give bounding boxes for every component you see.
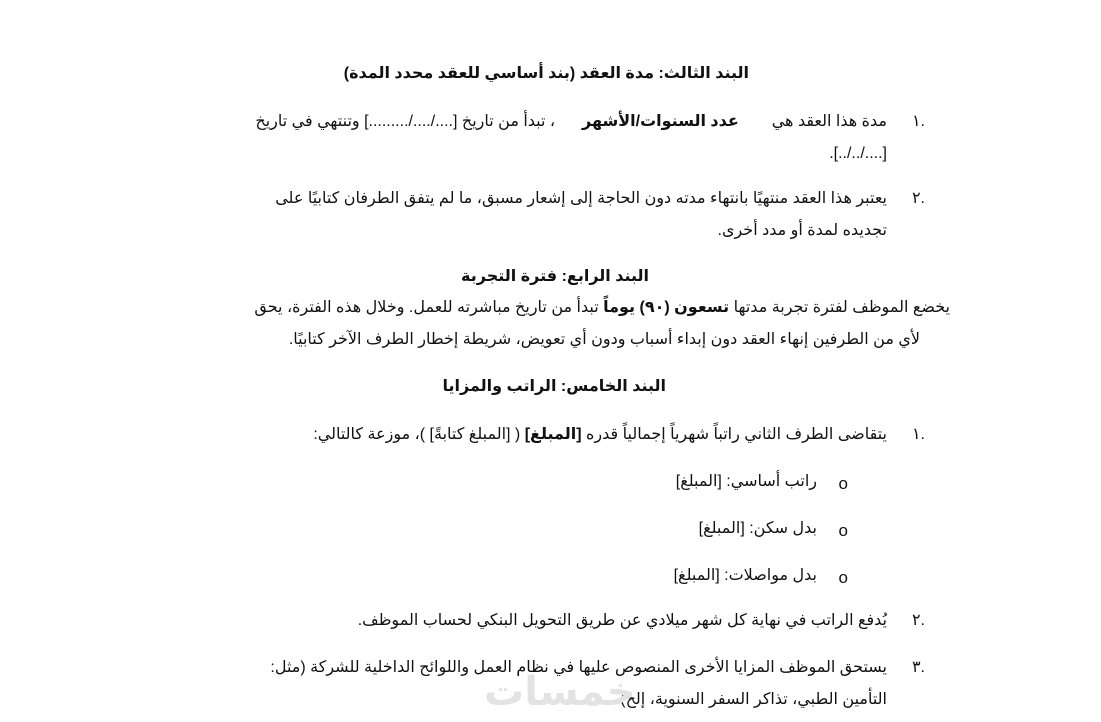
section3-item2-line1: يعتبر هذا العقد منتهيًا بانتهاء مدته دون الحاجة إلى إشعار مسبق، ما لم يتفق الطرفان كتابيًا على (275, 190, 887, 207)
sub-item-basic-salary: راتب أساسي: [المبلغ] (675, 473, 817, 490)
section5-item3-number: .٣ (911, 659, 925, 676)
section3-item1-text-a: مدة هذا العقد هي (771, 113, 887, 130)
section5-item1-line (313, 424, 887, 446)
section3-item1-duration: عدد السنوات/الأشهر (581, 113, 739, 130)
section3-item1-line2: [..../../..]. (829, 145, 887, 162)
section4-line1 (254, 297, 950, 319)
section5-item1-text-a: يتقاضى الطرف الثاني راتباً شهرياً إجمالياً قدره (586, 426, 887, 443)
section4-probation-period: تسعون (٩٠) يوماً (603, 299, 730, 316)
section3-item1-line1 (255, 111, 887, 133)
section3-heading: البند الثالث: مدة العقد (بند أساسي للعقد محدد المدة) (343, 65, 749, 82)
section5-item3-line2: التأمين الطبي، تذاكر السفر السنوية، إلخ). (615, 691, 887, 708)
section4-line2: لأي من الطرفين إنهاء العقد دون إبداء أسباب ودون أي تعويض، شريطة إخطار الطرف الآخر كتابيًا. (288, 331, 920, 348)
section5-item2-number: .٢ (911, 612, 925, 629)
sub-item-bullet: o (838, 568, 848, 587)
section5-item1-text-b: ( [المبلغ كتابةً] )، موزعة كالتالي: (313, 426, 521, 443)
sub-item-transport-allowance: بدل مواصلات: [المبلغ] (673, 567, 817, 584)
sub-item-bullet: o (838, 474, 848, 493)
section5-item2-line: يُدفع الراتب في نهاية كل شهر ميلادي عن طريق التحويل البنكي لحساب الموظف. (357, 612, 887, 629)
section4-heading: البند الرابع: فترة التجربة (461, 268, 649, 285)
section5-heading: البند الخامس: الراتب والمزايا (442, 378, 666, 395)
section3-item2-number: .٢ (911, 190, 925, 207)
section5-item1-amount: [المبلغ] (524, 426, 582, 443)
sub-item-bullet: o (838, 521, 848, 540)
section4-text-a: يخضع الموظف لفترة تجربة مدتها (733, 299, 950, 316)
watermark-logo: خمسات (484, 669, 636, 715)
section5-item3-line1: يستحق الموظف المزايا الأخرى المنصوص عليها في نظام العمل واللوائح الداخلية للشركة (مثل: (270, 659, 887, 676)
section4-text-b: تبدأ من تاريخ مباشرته للعمل. وخلال هذه الفترة، يحق (254, 299, 599, 316)
section3-item1-number: .١ (911, 113, 925, 130)
section3-item2-line2: تجديده لمدة أو مدد أخرى. (717, 222, 887, 239)
section3-item1-text-b: ، تبدأ من تاريخ [..../..../.........] وتنتهي في تاريخ (255, 113, 556, 130)
sub-item-housing-allowance: بدل سكن: [المبلغ] (698, 520, 817, 537)
section5-item1-number: .١ (911, 426, 925, 443)
